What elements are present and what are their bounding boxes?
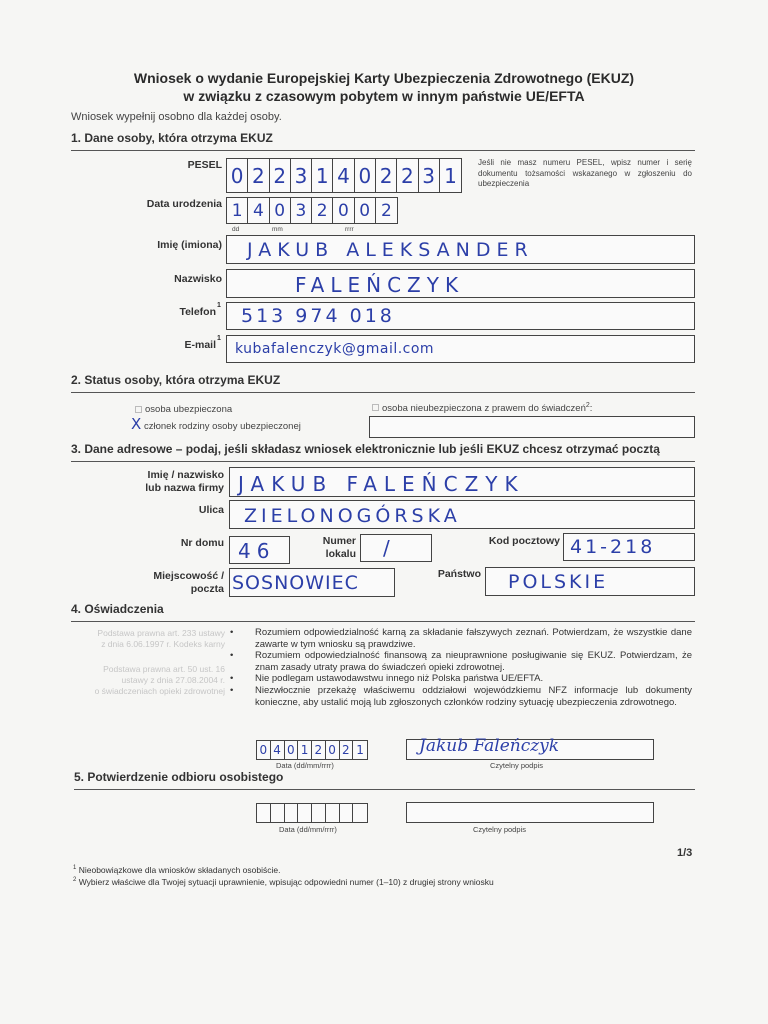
bullet-icon: • bbox=[230, 684, 234, 696]
first-names-field[interactable] bbox=[226, 235, 695, 264]
street-field[interactable] bbox=[229, 500, 695, 529]
declaration-signature-hint: Czytelny podpis bbox=[490, 761, 543, 770]
postcode-value: 41-218 bbox=[570, 536, 656, 558]
uninsured-option-label: osoba nieubezpieczona z prawem do świadczeń$^2$: bbox=[382, 402, 593, 415]
postcode-label: Kod pocztowy bbox=[488, 535, 560, 547]
phone-value: 513 974 018 bbox=[241, 305, 395, 327]
pickup-date-field[interactable] bbox=[256, 803, 368, 823]
statement-text: Rozumiem odpowiedzialność karną za składanie fałszywych zeznań. Potwierdzam, że wszystkie dane zawarte w tym wniosku są prawdziwe. bbox=[255, 627, 692, 650]
declaration-signature-field[interactable] bbox=[406, 736, 654, 760]
pesel-note: Jeśli nie masz numeru PESEL, wpisz numer i serię dokumentu tożsamości wskazanego w zgłoszeniu do ubezpieczenia bbox=[478, 158, 692, 188]
pickup-date-digit bbox=[257, 804, 271, 822]
legal-basis-note-2 bbox=[40, 664, 225, 697]
pickup-date-digit bbox=[326, 804, 340, 822]
decl-date-digit: 0 bbox=[285, 741, 299, 759]
dob-hint-mm: mm bbox=[272, 226, 283, 233]
decl-date-digit: 2 bbox=[312, 741, 326, 759]
flat-number-label: Numer lokalu bbox=[322, 535, 356, 560]
pesel-label: PESEL bbox=[187, 159, 222, 171]
pesel-digit: 1 bbox=[312, 159, 333, 192]
pesel-digit: 2 bbox=[397, 159, 418, 192]
flat-number-field[interactable] bbox=[360, 534, 432, 562]
pesel-digit: 3 bbox=[419, 159, 440, 192]
pickup-date-digit bbox=[271, 804, 285, 822]
dob-digit: 2 bbox=[380, 200, 392, 221]
section-3-rule bbox=[71, 461, 695, 462]
email-value: kubafalenczyk@gmail.com bbox=[235, 341, 435, 357]
pesel-digit: 2 bbox=[248, 159, 269, 192]
dob-hint-dd: dd bbox=[232, 226, 240, 233]
statement-text: Nie podlegam ustawodawstwu innego niż Polska państwa UE/EFTA. bbox=[255, 673, 544, 685]
pesel-digit: 2 bbox=[270, 159, 291, 192]
country-value: POLSKIE bbox=[508, 571, 609, 593]
dob-digit: 1 bbox=[227, 198, 248, 223]
house-number-label: Nr domu bbox=[180, 537, 224, 549]
section-5-rule bbox=[74, 789, 695, 790]
dob-hint-rrrr: rrrr bbox=[345, 226, 354, 233]
statement-item bbox=[230, 673, 692, 685]
section-5-heading: 5. Potwierdzenie odbioru osobistego bbox=[74, 770, 284, 784]
family-member-option-label: członek rodziny osoby ubezpieczonej bbox=[144, 421, 301, 432]
dob-digit: 3 bbox=[291, 198, 312, 223]
bullet-icon: • bbox=[230, 650, 234, 662]
legal-basis-line: Podstawa prawna art. 50 ust. 16 bbox=[103, 664, 225, 674]
decl-date-digit: 2 bbox=[340, 741, 354, 759]
bullet-icon: • bbox=[230, 673, 234, 685]
declaration-date-field[interactable] bbox=[256, 740, 368, 760]
declaration-signature: Jakub Faleńczyk bbox=[419, 736, 560, 756]
house-number-field[interactable] bbox=[229, 536, 290, 564]
address-name-field[interactable] bbox=[229, 467, 695, 497]
dob-digit: 0 bbox=[355, 198, 376, 223]
legal-basis-line: z dnia 6.06.1997 r. Kodeks karny bbox=[101, 639, 225, 649]
street-label: Ulica bbox=[198, 504, 224, 516]
pesel-digit: 2 bbox=[376, 159, 397, 192]
pesel-field[interactable] bbox=[226, 158, 462, 193]
statement-item bbox=[230, 685, 692, 708]
uninsured-checkbox[interactable] bbox=[372, 404, 379, 411]
country-field[interactable] bbox=[485, 567, 695, 596]
email-footnote-mark: 1 bbox=[217, 335, 221, 342]
legal-basis-line: ustawy z dnia 27.08.2004 r. bbox=[121, 675, 225, 685]
bullet-icon: • bbox=[230, 627, 234, 638]
decl-date-digit: 4 bbox=[271, 741, 285, 759]
dob-digit: 4 bbox=[248, 198, 269, 223]
section-1-rule bbox=[71, 150, 695, 151]
country-label: Państwo bbox=[437, 568, 481, 580]
decl-date-digit: 1 bbox=[298, 741, 312, 759]
email-label: E-mail bbox=[184, 339, 216, 351]
legal-basis-note-1 bbox=[40, 628, 225, 650]
dob-digit: 0 bbox=[270, 198, 291, 223]
declaration-date-hint: Data (dd/mm/rrrr) bbox=[276, 761, 334, 770]
statement-item bbox=[230, 650, 692, 673]
phone-label: Telefon bbox=[179, 306, 216, 318]
city-label: Miejscowość / poczta bbox=[153, 570, 224, 595]
legal-basis-line: Podstawa prawna art. 233 ustawy bbox=[97, 628, 225, 638]
page-number: 1/3 bbox=[677, 847, 693, 859]
form-instruction: Wniosek wypełnij osobno dla każdej osoby. bbox=[71, 111, 282, 123]
section-4-rule bbox=[71, 621, 695, 622]
pesel-digit: 3 bbox=[291, 159, 312, 192]
email-field[interactable] bbox=[226, 335, 695, 363]
section-4-heading: 4. Oświadczenia bbox=[71, 602, 164, 616]
decl-date-digit: 0 bbox=[257, 741, 271, 759]
phone-field[interactable] bbox=[226, 302, 695, 330]
statement-text: Rozumiem odpowiedzialność finansową za nieuprawnione posługiwanie się EKUZ. Potwierdzam, że znam zasady utraty prawa do świadczeń opieki zdrowotnej. bbox=[255, 650, 692, 673]
section-3-heading: 3. Dane adresowe – podaj, jeśli składasz wniosek elektronicznie lub jeśli EKUZ chcesz otrzymać pocztą bbox=[71, 442, 660, 456]
pickup-date-digit bbox=[312, 804, 326, 822]
pesel-digit: 0 bbox=[227, 159, 248, 192]
pickup-date-digit bbox=[285, 804, 299, 822]
pickup-date-digit bbox=[298, 804, 312, 822]
entitlement-number-field[interactable] bbox=[369, 416, 695, 438]
section-2-heading: 2. Status osoby, która otrzyma EKUZ bbox=[71, 373, 281, 387]
phone-footnote-mark: 1 bbox=[217, 302, 221, 309]
legal-basis-line: o świadczeniach opieki zdrowotnej bbox=[94, 686, 225, 696]
pickup-date-hint: Data (dd/mm/rrrr) bbox=[279, 825, 337, 834]
pesel-digit: 1 bbox=[444, 163, 457, 188]
street-value: ZIELONOGÓRSKA bbox=[244, 505, 461, 527]
dob-digit: 2 bbox=[312, 198, 333, 223]
pickup-signature-hint: Czytelny podpis bbox=[473, 825, 526, 834]
section-2-rule bbox=[71, 392, 695, 393]
dob-digit: 0 bbox=[333, 198, 354, 223]
address-name-label: Imię / nazwisko lub nazwa firmy bbox=[145, 469, 224, 494]
decl-date-digit: 1 bbox=[356, 743, 364, 757]
surname-field[interactable] bbox=[226, 269, 695, 298]
city-value: SOSNOWIEC bbox=[232, 572, 359, 594]
surname-value: FALEŃCZYK bbox=[295, 273, 465, 297]
insured-option-label: osoba ubezpieczona bbox=[145, 404, 233, 415]
postcode-field[interactable] bbox=[563, 533, 695, 561]
insured-checkbox[interactable] bbox=[135, 406, 142, 413]
form-title-line-1: Wniosek o wydanie Europejskiej Karty Ubezpieczenia Zdrowotnego (EKUZ) bbox=[133, 70, 635, 86]
decl-date-digit: 0 bbox=[326, 741, 340, 759]
surname-label: Nazwisko bbox=[174, 273, 222, 285]
statement-item bbox=[230, 627, 692, 650]
pesel-digit: 4 bbox=[333, 159, 354, 192]
address-name-value: JAKUB FALEŃCZYK bbox=[238, 472, 525, 496]
section-1-heading: 1. Dane osoby, która otrzyma EKUZ bbox=[71, 131, 273, 145]
dob-label: Data urodzenia bbox=[146, 198, 222, 210]
dob-field[interactable] bbox=[226, 197, 398, 224]
pickup-date-digit bbox=[353, 804, 367, 822]
first-names-label: Imię (imiona) bbox=[157, 239, 222, 251]
pickup-signature-field[interactable] bbox=[406, 802, 654, 823]
pickup-date-digit bbox=[340, 804, 354, 822]
flat-number-value: / bbox=[383, 536, 396, 560]
city-field[interactable] bbox=[229, 568, 395, 597]
pesel-digit: 0 bbox=[355, 159, 376, 192]
house-number-value: 46 bbox=[238, 539, 276, 563]
statement-text: Niezwłocznie przekażę właściwemu oddziałowi wojewódzkiemu NFZ informacje lub dokumenty konieczne, aby ustalić moją lub zgłoszonych członków rodziny sytuację ubezpieczenia zdrowotnego. bbox=[255, 684, 692, 708]
first-names-value: JAKUB ALEKSANDER bbox=[247, 239, 534, 261]
footnote-2: $^2$ Wybierz właściwe dla Twojej sytuacji uprawnienie, wpisując odpowiedni numer (1–10) z drugiej strony wniosku bbox=[73, 877, 494, 887]
form-title-line-2: w związku z czasowym pobytem w innym państwie UE/EFTA bbox=[183, 88, 585, 104]
footnote-1: $^1$ Nieobowiązkowe dla wniosków składanych osobiście. bbox=[73, 865, 281, 875]
family-member-checkbox[interactable]: X bbox=[131, 415, 142, 433]
statements-list bbox=[230, 627, 692, 708]
